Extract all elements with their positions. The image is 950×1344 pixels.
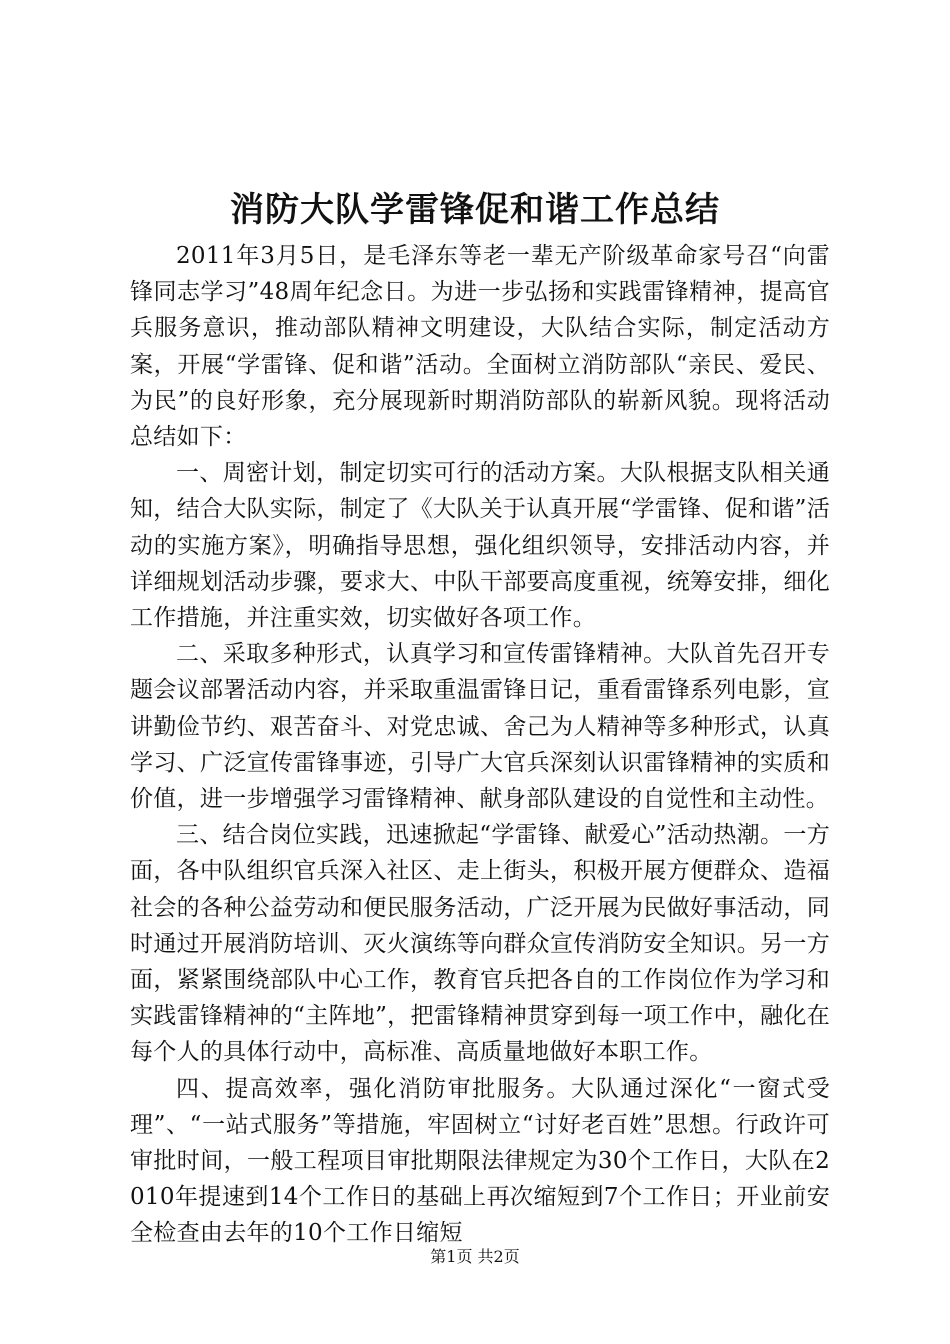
paragraph-section-2: 二、采取多种形式，认真学习和宣传雷锋精神。大队首先召开专题会议部署活动内容，并采取重温雷锋日记，重看雷锋系列电影，宣讲勤俭节约、艰苦奋斗、对党忠诚、舍己为人精神等多种形式，认真学习、广泛宣传雷锋事迹，引导广大官兵深刻认识雷锋精神的实质和价值，进一步增强学习雷锋精神、献身部队建设的自觉性和主动性。 bbox=[130, 641, 830, 813]
paragraph-section-3: 三、结合岗位实践，迅速掀起“学雷锋、献爱心”活动热潮。一方面，各中队组织官兵深入社区、走上街头，积极开展方便群众、造福社会的各种公益劳动和便民服务活动，广泛开展为民做好事活动，同时通过开展消防培训、灭火演练等向群众宣传消防安全知识。另一方面，紧紧围绕部队中心工作，教育官兵把各自的工作岗位作为学习和实践雷锋精神的“主阵地”，把雷锋精神贯穿到每一项工作中，融化在每个人的具体行动中，高标准、高质量地做好本职工作。 bbox=[130, 822, 830, 1066]
paragraph-section-1: 一、周密计划，制定切实可行的活动方案。大队根据支队相关通知，结合大队实际，制定了《大队关于认真开展“学雷锋、促和谐”活动的实施方案》，明确指导思想，强化组织领导，安排活动内容，并详细规划活动步骤，要求大、中队干部要高度重视，统筹安排，细化工作措施，并注重实效，切实做好各项工作。 bbox=[130, 460, 830, 632]
document-body bbox=[130, 238, 830, 1252]
paragraph-intro: 2011年3月5日，是毛泽东等老一辈无产阶级革命家号召“向雷锋同志学习”48周年纪念日。为进一步弘扬和实践雷锋精神，提高官兵服务意识，推动部队精神文明建设，大队结合实际，制定活动方案，开展“学雷锋、促和谐”活动。全面树立消防部队“亲民、爱民、为民”的良好形象，充分展现新时期消防部队的崭新风貌。现将活动总结如下： bbox=[130, 243, 830, 451]
document-title: 消防大队学雷锋促和谐工作总结 bbox=[230, 190, 720, 230]
page-number-footer: 第1页 共2页 bbox=[430, 1247, 520, 1266]
paragraph-section-4: 四、提高效率，强化消防审批服务。大队通过深化“一窗式受理”、“一站式服务”等措施，牢固树立“讨好老百姓”思想。行政许可审批时间，一般工程项目审批期限法律规定为30个工作日，大队在2010年提速到14个工作日的基础上再次缩短到7个工作日；开业前安全检查由去年的10个工作日缩短 bbox=[130, 1075, 830, 1247]
